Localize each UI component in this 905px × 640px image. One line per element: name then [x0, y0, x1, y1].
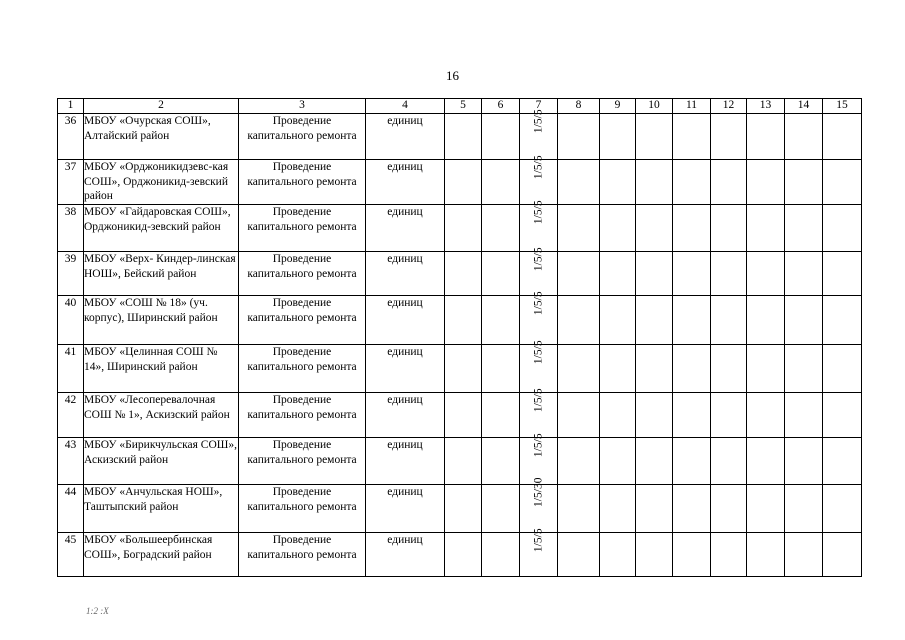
col-15-cell: [823, 485, 862, 533]
table-row: [58, 252, 862, 296]
col-7-cell: [520, 109, 558, 160]
row-number: 37: [58, 160, 84, 205]
work-type: Проведение капитального ремонта: [239, 485, 366, 533]
col-12-cell: [711, 533, 747, 577]
unit-cell: единиц: [366, 205, 445, 252]
col-7-cell: [520, 200, 558, 252]
col-12-cell: [711, 296, 747, 345]
col-7-cell: [520, 528, 558, 577]
unit-cell: единиц: [366, 485, 445, 533]
col-9-cell: [600, 252, 636, 296]
cell-value: 1/5/5: [532, 200, 545, 225]
unit-cell: единиц: [366, 438, 445, 485]
column-header: 12: [711, 99, 747, 114]
col-5-cell: [445, 160, 482, 205]
col-14-cell: [785, 252, 823, 296]
row-number: 44: [58, 485, 84, 533]
col-11-cell: [673, 296, 711, 345]
column-header: 5: [445, 99, 482, 114]
table-row: [58, 345, 862, 393]
col-11-cell: [673, 533, 711, 577]
col-5-cell: [445, 114, 482, 160]
unit-cell: единиц: [366, 345, 445, 393]
col-13-cell: [747, 393, 785, 438]
col-13-cell: [747, 485, 785, 533]
col-15-cell: [823, 114, 862, 160]
col-9-cell: [600, 296, 636, 345]
cell-value: 1/5/5: [532, 388, 545, 413]
col-10-cell: [636, 296, 673, 345]
col-6-cell: [482, 205, 520, 252]
col-15-cell: [823, 393, 862, 438]
col-8-cell: [558, 114, 600, 160]
column-header: 9: [600, 99, 636, 114]
row-number: 43: [58, 438, 84, 485]
col-11-cell: [673, 345, 711, 393]
col-10-cell: [636, 485, 673, 533]
col-12-cell: [711, 438, 747, 485]
header-row: [58, 99, 862, 114]
column-header: 2: [84, 99, 239, 114]
col-11-cell: [673, 438, 711, 485]
col-13-cell: [747, 252, 785, 296]
cell-value: 1/5/5: [532, 247, 545, 272]
school-name: МБОУ «Очурская СОШ», Алтайский район: [84, 114, 239, 160]
col-7-cell: [520, 477, 558, 533]
work-type: Проведение капитального ремонта: [239, 160, 366, 205]
work-type: Проведение капитального ремонта: [239, 252, 366, 296]
row-number: 40: [58, 296, 84, 345]
col-15-cell: [823, 533, 862, 577]
col-14-cell: [785, 114, 823, 160]
cell-value: 1/5/5: [532, 433, 545, 458]
column-header: 4: [366, 99, 445, 114]
col-10-cell: [636, 160, 673, 205]
table-row: [58, 205, 862, 252]
col-8-cell: [558, 205, 600, 252]
col-6-cell: [482, 393, 520, 438]
table-header: [58, 99, 862, 114]
col-14-cell: [785, 345, 823, 393]
school-name: МБОУ «СОШ № 18» (уч. корпус), Ширинский район: [84, 296, 239, 345]
col-12-cell: [711, 160, 747, 205]
col-13-cell: [747, 114, 785, 160]
col-15-cell: [823, 160, 862, 205]
column-header: 14: [785, 99, 823, 114]
table-row: [58, 393, 862, 438]
col-12-cell: [711, 252, 747, 296]
school-name: МБОУ «Целинная СОШ № 14», Ширинский район: [84, 345, 239, 393]
col-6-cell: [482, 485, 520, 533]
col-14-cell: [785, 393, 823, 438]
col-9-cell: [600, 393, 636, 438]
school-name: МБОУ «Орджоникидзевс-кая СОШ», Орджоникид-зевский район: [84, 160, 239, 205]
col-14-cell: [785, 160, 823, 205]
col-10-cell: [636, 345, 673, 393]
program-table: [57, 98, 862, 577]
table-row: [58, 485, 862, 533]
col-9-cell: [600, 205, 636, 252]
col-6-cell: [482, 345, 520, 393]
col-9-cell: [600, 345, 636, 393]
work-type: Проведение капитального ремонта: [239, 393, 366, 438]
col-6-cell: [482, 114, 520, 160]
column-header: 10: [636, 99, 673, 114]
col-10-cell: [636, 533, 673, 577]
footnote-mark: 1:2 :Х: [86, 606, 109, 616]
school-name: МБОУ «Анчульская НОШ», Таштыпский район: [84, 485, 239, 533]
work-type: Проведение капитального ремонта: [239, 438, 366, 485]
cell-value: 1/5/5: [532, 340, 545, 365]
table-body: [58, 109, 862, 577]
col-8-cell: [558, 438, 600, 485]
column-header: 8: [558, 99, 600, 114]
col-5-cell: [445, 485, 482, 533]
col-13-cell: [747, 345, 785, 393]
col-14-cell: [785, 485, 823, 533]
col-8-cell: [558, 296, 600, 345]
column-header: 13: [747, 99, 785, 114]
col-6-cell: [482, 533, 520, 577]
row-number: 38: [58, 205, 84, 252]
unit-cell: единиц: [366, 393, 445, 438]
table-row: [58, 296, 862, 345]
cell-value: 1/5/30: [532, 477, 545, 507]
col-15-cell: [823, 438, 862, 485]
cell-value: 1/5/5: [532, 528, 545, 553]
col-11-cell: [673, 160, 711, 205]
col-9-cell: [600, 485, 636, 533]
col-5-cell: [445, 345, 482, 393]
school-name: МБОУ «Гайдаровская СОШ», Орджоникид-зевский район: [84, 205, 239, 252]
unit-cell: единиц: [366, 160, 445, 205]
col-13-cell: [747, 533, 785, 577]
col-6-cell: [482, 438, 520, 485]
col-5-cell: [445, 533, 482, 577]
col-5-cell: [445, 252, 482, 296]
col-15-cell: [823, 252, 862, 296]
col-7-cell: [520, 388, 558, 438]
col-14-cell: [785, 533, 823, 577]
cell-value: 1/5/5: [532, 109, 545, 134]
table-row: [58, 114, 862, 160]
unit-cell: единиц: [366, 252, 445, 296]
row-number: 39: [58, 252, 84, 296]
cell-value: 1/5/5: [532, 291, 545, 316]
col-8-cell: [558, 252, 600, 296]
col-8-cell: [558, 345, 600, 393]
col-8-cell: [558, 485, 600, 533]
col-8-cell: [558, 533, 600, 577]
col-8-cell: [558, 393, 600, 438]
col-9-cell: [600, 114, 636, 160]
unit-cell: единиц: [366, 296, 445, 345]
col-11-cell: [673, 205, 711, 252]
col-6-cell: [482, 252, 520, 296]
work-type: Проведение капитального ремонта: [239, 533, 366, 577]
column-header: 7: [520, 99, 558, 114]
table-row: [58, 533, 862, 577]
column-header: 11: [673, 99, 711, 114]
col-12-cell: [711, 485, 747, 533]
col-14-cell: [785, 205, 823, 252]
row-number: 36: [58, 114, 84, 160]
col-12-cell: [711, 393, 747, 438]
col-10-cell: [636, 393, 673, 438]
column-header: 1: [58, 99, 84, 114]
col-5-cell: [445, 438, 482, 485]
column-header: 3: [239, 99, 366, 114]
school-name: МБОУ «Большеербинская СОШ», Боградский район: [84, 533, 239, 577]
col-10-cell: [636, 114, 673, 160]
school-name: МБОУ «Верх- Киндер-линская НОШ», Бейский район: [84, 252, 239, 296]
col-9-cell: [600, 160, 636, 205]
column-header: 15: [823, 99, 862, 114]
col-15-cell: [823, 345, 862, 393]
col-11-cell: [673, 393, 711, 438]
col-15-cell: [823, 296, 862, 345]
col-8-cell: [558, 160, 600, 205]
col-9-cell: [600, 533, 636, 577]
unit-cell: единиц: [366, 533, 445, 577]
col-14-cell: [785, 438, 823, 485]
row-number: 45: [58, 533, 84, 577]
col-9-cell: [600, 438, 636, 485]
column-header: 6: [482, 99, 520, 114]
col-12-cell: [711, 114, 747, 160]
col-10-cell: [636, 252, 673, 296]
row-number: 42: [58, 393, 84, 438]
col-13-cell: [747, 205, 785, 252]
unit-cell: единиц: [366, 114, 445, 160]
school-name: МБОУ «Бирикчульская СОШ», Аскизский район: [84, 438, 239, 485]
work-type: Проведение капитального ремонта: [239, 296, 366, 345]
cell-value: 1/5/5: [532, 155, 545, 180]
page-number: 16: [446, 68, 459, 83]
col-14-cell: [785, 296, 823, 345]
work-type: Проведение капитального ремонта: [239, 114, 366, 160]
col-10-cell: [636, 438, 673, 485]
table-row: [58, 438, 862, 485]
col-12-cell: [711, 345, 747, 393]
col-6-cell: [482, 160, 520, 205]
col-7-cell: [520, 247, 558, 296]
col-10-cell: [636, 205, 673, 252]
col-13-cell: [747, 160, 785, 205]
col-11-cell: [673, 252, 711, 296]
work-type: Проведение капитального ремонта: [239, 345, 366, 393]
col-13-cell: [747, 296, 785, 345]
school-name: МБОУ «Лесоперевалочная СОШ № 1», Аскизский район: [84, 393, 239, 438]
col-13-cell: [747, 438, 785, 485]
col-7-cell: [520, 291, 558, 345]
col-6-cell: [482, 296, 520, 345]
col-7-cell: [520, 155, 558, 205]
table-row: [58, 160, 862, 205]
col-12-cell: [711, 205, 747, 252]
work-type: Проведение капитального ремонта: [239, 205, 366, 252]
col-15-cell: [823, 205, 862, 252]
col-5-cell: [445, 393, 482, 438]
row-number: 41: [58, 345, 84, 393]
col-7-cell: [520, 340, 558, 393]
col-11-cell: [673, 485, 711, 533]
col-5-cell: [445, 205, 482, 252]
col-5-cell: [445, 296, 482, 345]
col-11-cell: [673, 114, 711, 160]
